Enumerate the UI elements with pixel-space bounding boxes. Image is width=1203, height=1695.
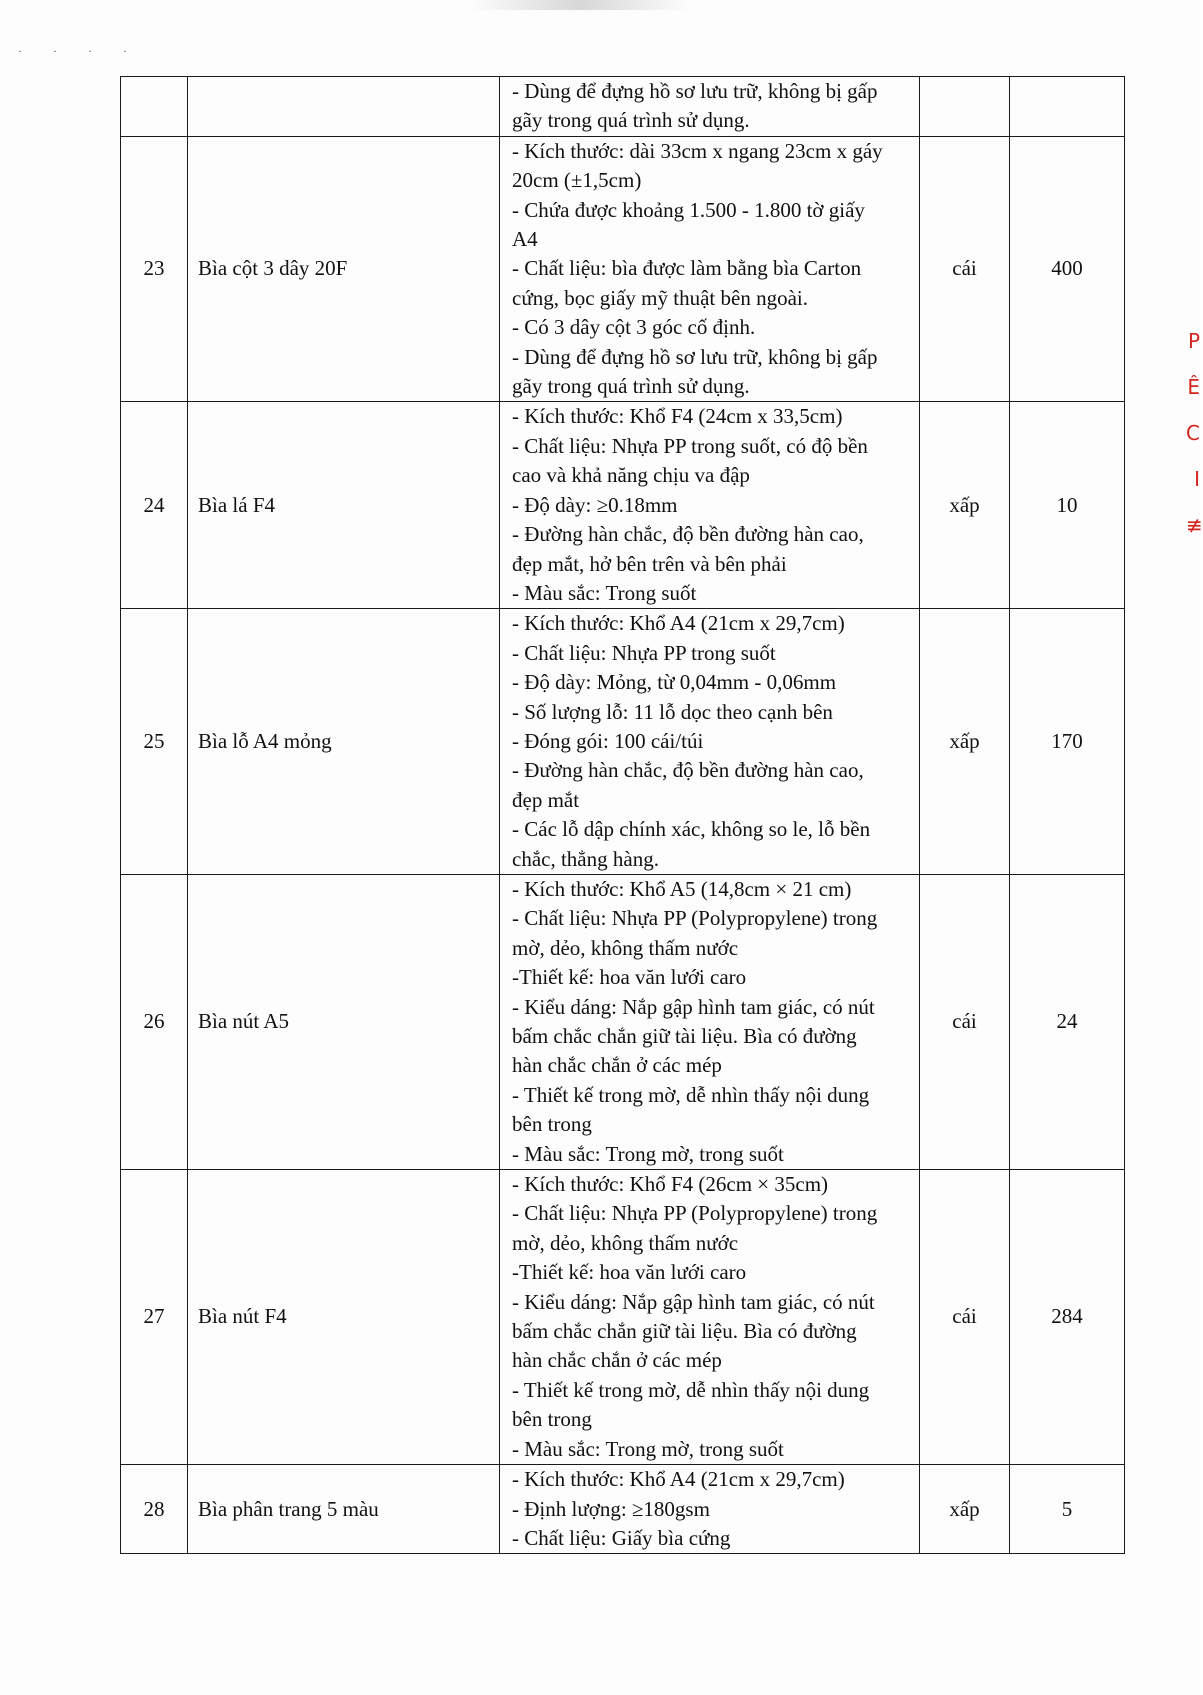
spec-line: hàn chắc chắn ở các mép [512, 1053, 722, 1078]
spec-line: - Định lượng: ≥180gsm [512, 1496, 710, 1521]
spec-line: - Chất liệu: Giấy bìa cứng [512, 1525, 731, 1550]
unit-cell: cái [920, 136, 1010, 402]
specification-cell [500, 874, 920, 1169]
spec-line: - Đường hàn chắc, độ bền đường hàn cao, [512, 758, 864, 783]
row-number-cell: 24 [121, 402, 188, 609]
unit-cell: xấp [920, 402, 1010, 609]
spec-line: chắc, thẳng hàng. [512, 846, 659, 871]
spec-line: - Kích thước: Khổ F4 (24cm x 33,5cm) [512, 404, 843, 429]
spec-line: đẹp mắt, hở bên trên và bên phải [512, 551, 787, 576]
item-name-cell: Bìa phân trang 5 màu [188, 1465, 500, 1554]
spec-line: cao và khả năng chịu va đập [512, 463, 750, 488]
item-name-cell: Bìa nút F4 [188, 1170, 500, 1465]
spec-line: - Chứa được khoảng 1.500 - 1.800 tờ giấy [512, 197, 865, 222]
spec-line: - Độ dày: ≥0.18mm [512, 492, 678, 517]
row-number-cell [121, 77, 188, 137]
specification-cell [500, 136, 920, 402]
red-stamp-fragment: P Ê C I ≢ [1186, 329, 1203, 537]
scan-dots: · · · · [18, 44, 141, 58]
spec-line: bên trong [512, 1112, 592, 1137]
unit-cell: xấp [920, 609, 1010, 875]
specification-cell [500, 77, 920, 137]
spec-line: - Kích thước: Khổ A4 (21cm x 29,7cm) [512, 1467, 845, 1492]
spec-line: mờ, dẻo, không thấm nước [512, 935, 739, 960]
spec-line: - Màu sắc: Trong suốt [512, 580, 697, 605]
spec-line: - Kiểu dáng: Nắp gập hình tam giác, có nút [512, 1289, 875, 1314]
items-table-body [121, 77, 1125, 1554]
spec-line: A4 [512, 227, 538, 252]
spec-line: đẹp mắt [512, 787, 580, 812]
spec-line: - Có 3 dây cột 3 góc cố định. [512, 315, 756, 340]
table-row [121, 1170, 1125, 1465]
unit-cell: cái [920, 874, 1010, 1169]
quantity-cell: 170 [1010, 609, 1125, 875]
spec-line: - Kích thước: Khổ A4 (21cm x 29,7cm) [512, 611, 845, 636]
row-number-cell: 28 [121, 1465, 188, 1554]
quantity-cell: 10 [1010, 402, 1125, 609]
row-number-cell: 27 [121, 1170, 188, 1465]
spec-line: - Màu sắc: Trong mờ, trong suốt [512, 1436, 784, 1461]
table-row [121, 77, 1125, 137]
unit-cell: cái [920, 1170, 1010, 1465]
table-row [121, 874, 1125, 1169]
table-row [121, 136, 1125, 402]
spec-line: - Chất liệu: Nhựa PP (Polypropylene) trong [512, 1201, 878, 1226]
spec-line: gãy trong quá trình sử dụng. [512, 374, 750, 399]
quantity-cell [1010, 77, 1125, 137]
quantity-cell: 5 [1010, 1465, 1125, 1554]
row-number-cell: 23 [121, 136, 188, 402]
spec-line: - Chất liệu: bìa được làm bằng bìa Carton [512, 256, 862, 281]
table-row [121, 1465, 1125, 1554]
specification-cell [500, 1170, 920, 1465]
spec-line: - Chất liệu: Nhựa PP trong suốt, có độ bền [512, 433, 868, 458]
spec-line: - Màu sắc: Trong mờ, trong suốt [512, 1141, 784, 1166]
spec-line: - Độ dày: Mỏng, từ 0,04mm - 0,06mm [512, 670, 837, 695]
item-name-cell: Bìa cột 3 dây 20F [188, 136, 500, 402]
spec-line: - Kích thước: Khổ A5 (14,8cm × 21 cm) [512, 876, 852, 901]
spec-line: bấm chắc chắn giữ tài liệu. Bìa có đường [512, 1024, 857, 1048]
spec-line: -Thiết kế: hoa văn lưới caro [512, 1260, 747, 1285]
spec-line: bên trong [512, 1407, 592, 1432]
spec-line: - Thiết kế trong mờ, dễ nhìn thấy nội dung [512, 1082, 870, 1107]
spec-line: - Chất liệu: Nhựa PP (Polypropylene) trong [512, 906, 878, 931]
spec-line: cứng, bọc giấy mỹ thuật bên ngoài. [512, 285, 808, 310]
specification-cell [500, 1465, 920, 1554]
table-row [121, 609, 1125, 875]
spec-line: - Đóng gói: 100 cái/túi [512, 728, 704, 753]
spec-line: - Chất liệu: Nhựa PP trong suốt [512, 640, 776, 665]
spec-line: mờ, dẻo, không thấm nước [512, 1230, 739, 1255]
spec-line: -Thiết kế: hoa văn lưới caro [512, 965, 747, 990]
spec-line: - Các lỗ dập chính xác, không so le, lỗ bền [512, 817, 871, 842]
spec-line: - Dùng để đựng hồ sơ lưu trữ, không bị gấp [512, 344, 878, 369]
spec-line: - Kích thước: Khổ F4 (26cm × 35cm) [512, 1172, 829, 1197]
quantity-cell: 24 [1010, 874, 1125, 1169]
unit-cell: xấp [920, 1465, 1010, 1554]
spec-line: - Kiểu dáng: Nắp gập hình tam giác, có nút [512, 994, 875, 1019]
unit-cell [920, 77, 1010, 137]
spec-line: bấm chắc chắn giữ tài liệu. Bìa có đường [512, 1319, 857, 1344]
item-name-cell: Bìa lỗ A4 mỏng [188, 609, 500, 875]
item-name-cell: Bìa lá F4 [188, 402, 500, 609]
spec-line: 20cm (±1,5cm) [512, 168, 642, 193]
items-table [120, 76, 1125, 1554]
spec-line: - Thiết kế trong mờ, dễ nhìn thấy nội dung [512, 1377, 870, 1402]
spec-line: - Kích thước: dài 33cm x ngang 23cm x gáy [512, 138, 883, 163]
item-name-cell [188, 77, 500, 137]
table-row [121, 402, 1125, 609]
row-number-cell: 26 [121, 874, 188, 1169]
item-name-cell: Bìa nút A5 [188, 874, 500, 1169]
spec-line: - Số lượng lỗ: 11 lỗ dọc theo cạnh bên [512, 699, 833, 724]
quantity-cell: 284 [1010, 1170, 1125, 1465]
scan-smudge [470, 0, 690, 10]
row-number-cell: 25 [121, 609, 188, 875]
spec-line: gãy trong quá trình sử dụng. [512, 108, 750, 133]
specification-cell [500, 609, 920, 875]
quantity-cell: 400 [1010, 136, 1125, 402]
spec-line: - Dùng để đựng hồ sơ lưu trữ, không bị gấp [512, 79, 878, 103]
spec-line: hàn chắc chắn ở các mép [512, 1348, 722, 1373]
spec-line: - Đường hàn chắc, độ bền đường hàn cao, [512, 522, 864, 547]
specification-cell [500, 402, 920, 609]
